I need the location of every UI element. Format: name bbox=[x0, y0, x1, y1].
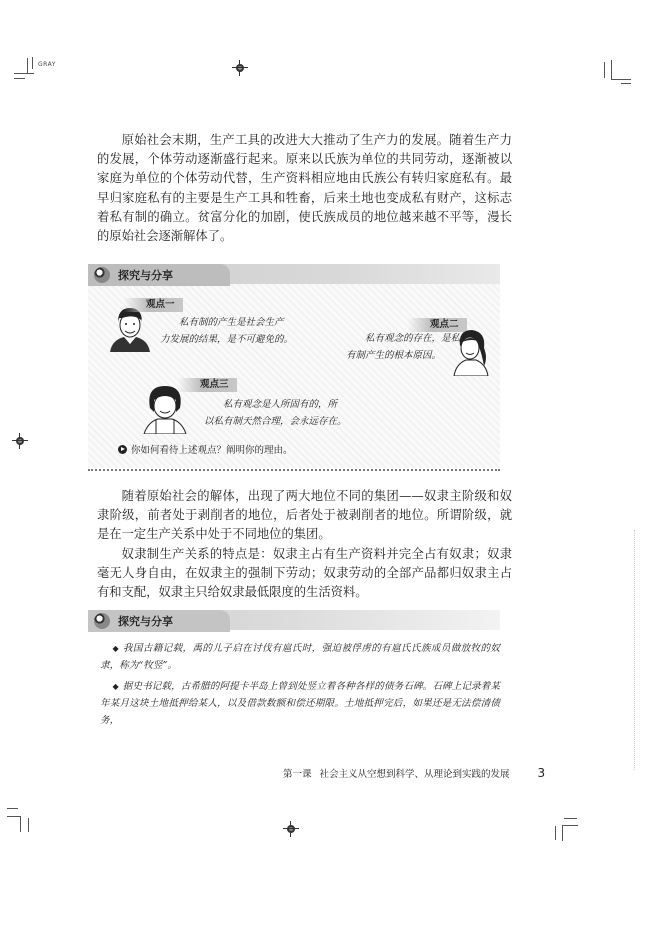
crop-mark-top-right-v2 bbox=[611, 60, 612, 80]
crop-mark-bottom-right-h bbox=[564, 818, 577, 819]
crop-mark-top-right-v bbox=[604, 62, 605, 78]
viewpoint-1-text bbox=[160, 314, 293, 348]
explore-2-item-2-text: 据史书记载，古希腊的阿提卡半岛上曾到处竖立着各种各样的债务石碑。石碑上记录着某年某月这块土地抵押给某人，以及借款数额和偿还期限。土地抵押完后，如果还是无法偿清债务， bbox=[100, 681, 501, 726]
explore-share-box-1 bbox=[88, 264, 500, 468]
viewpoint-1-label: 观点一 bbox=[124, 298, 183, 312]
body-paragraphs bbox=[97, 487, 512, 602]
body-paragraph-2: 奴隶制生产关系的特点是：奴隶主占有生产资料并完全占有奴隶；奴隶毫无人身自由，在奴隶主的强制下劳动；奴隶劳动的全部产品都归奴隶主占有和支配，奴隶主只给奴隶最低限度的生活资料。 bbox=[97, 546, 512, 600]
explore-header-bar-2 bbox=[88, 610, 500, 630]
crop-mark-bottom-left-v bbox=[20, 816, 21, 832]
viewpoint-2-line1: 私有观念的存在，是私 bbox=[365, 333, 461, 344]
intro-paragraph-text: 原始社会末期，生产工具的改进大大推动了生产力的发展。随着生产力的发展，个体劳动逐渐盛行起来。原来以氏族为单位的共同劳动，逐渐被以家庭为单位的个体劳动代替，生产资料相应地由氏族公有转归家庭私有。最早归家庭私有的主要是生产工具和牲畜，后来土地也变成私有财产，这标志着私有制的确立。贫富分化的加剧，使氏族成员的地位越来越不平等，漫长的原始社会逐渐解体了。 bbox=[97, 133, 512, 244]
crop-mark-bottom-right-h2 bbox=[562, 825, 578, 826]
registration-mark-left bbox=[12, 433, 28, 449]
girl-portrait-icon bbox=[450, 326, 492, 376]
crop-mark-top-right-h bbox=[611, 79, 631, 80]
footer-lesson: 第一课 bbox=[283, 769, 312, 780]
viewpoint-1-line2: 力发展的结果，是不可避免的。 bbox=[160, 334, 294, 345]
viewpoint-1-line1: 私有制的产生是社会生产 bbox=[179, 317, 284, 328]
viewpoint-2-label: 观点二 bbox=[408, 318, 467, 332]
crop-mark-top-left-h2 bbox=[14, 78, 25, 79]
footer-title: 社会主义从空想到科学、从理论到实践的发展 bbox=[319, 769, 510, 780]
page-footer bbox=[283, 766, 545, 780]
crop-mark-top-left-v2 bbox=[32, 57, 33, 69]
viewpoint-3-label: 观点三 bbox=[178, 378, 237, 392]
crop-mark-bottom-left-h bbox=[7, 808, 18, 809]
explore-header-tab-2 bbox=[88, 610, 230, 632]
crop-mark-bottom-left-v2 bbox=[28, 818, 29, 832]
crop-mark-top-left-v bbox=[27, 58, 28, 74]
diamond-bullet-icon: ◆ bbox=[112, 644, 119, 653]
arrow-bullet-icon bbox=[118, 445, 127, 454]
discussion-question-text: 你如何看待上述观点？阐明你的理由。 bbox=[131, 445, 293, 456]
section-divider bbox=[88, 469, 500, 471]
explore-icon bbox=[94, 267, 110, 283]
diamond-bullet-icon: ◆ bbox=[112, 682, 119, 691]
registration-mark-bottom bbox=[283, 821, 299, 837]
viewpoint-2-line2: 有制产生的根本原因。 bbox=[346, 350, 442, 361]
crop-mark-top-right-h2 bbox=[621, 83, 631, 84]
crop-mark-bottom-right-v2 bbox=[555, 826, 556, 840]
explore-icon-2 bbox=[94, 613, 110, 629]
crop-mark-bottom-right-v bbox=[562, 825, 563, 841]
page-number: 3 bbox=[537, 766, 546, 780]
crop-mark-top-left-h bbox=[14, 73, 34, 74]
viewpoint-3-text bbox=[204, 396, 347, 430]
explore-2-item-1 bbox=[100, 640, 500, 674]
explore-2-content bbox=[100, 640, 500, 733]
discussion-question bbox=[118, 442, 293, 456]
explore-title-2: 探究与分享 bbox=[118, 615, 173, 628]
viewpoint-3-line2: 以私有制天然合理，会永远存在。 bbox=[204, 416, 347, 427]
explore-2-item-2 bbox=[100, 678, 500, 729]
explore-title: 探究与分享 bbox=[118, 269, 173, 282]
explore-header-bar bbox=[88, 264, 500, 284]
body-paragraph-1: 随着原始社会的解体，出现了两大地位不同的集团——奴隶主阶级和奴隶阶级，前者处于剥削者的地位，后者处于被剥削者的地位。所谓阶级，就是在一定生产关系中处于不同地位的集团。 bbox=[97, 489, 512, 542]
viewpoint-2-text bbox=[346, 330, 460, 364]
explore-header-tab bbox=[88, 264, 230, 286]
intro-paragraph bbox=[97, 131, 512, 246]
page-edge-dots bbox=[634, 530, 635, 770]
crop-mark-bottom-left-h2 bbox=[7, 816, 20, 817]
viewpoint-3-line1: 私有观念是人所固有的，所 bbox=[223, 399, 338, 410]
explore-2-item-1-text: 我国古籍记载，禹的儿子启在讨伐有扈氏时，强迫被俘虏的有扈氏氏族成员做放牧的奴隶，称为“牧竖”。 bbox=[100, 643, 501, 671]
registration-mark-top bbox=[232, 60, 248, 76]
explore-share-box-2 bbox=[88, 610, 500, 636]
color-label: GRAY bbox=[38, 61, 56, 68]
